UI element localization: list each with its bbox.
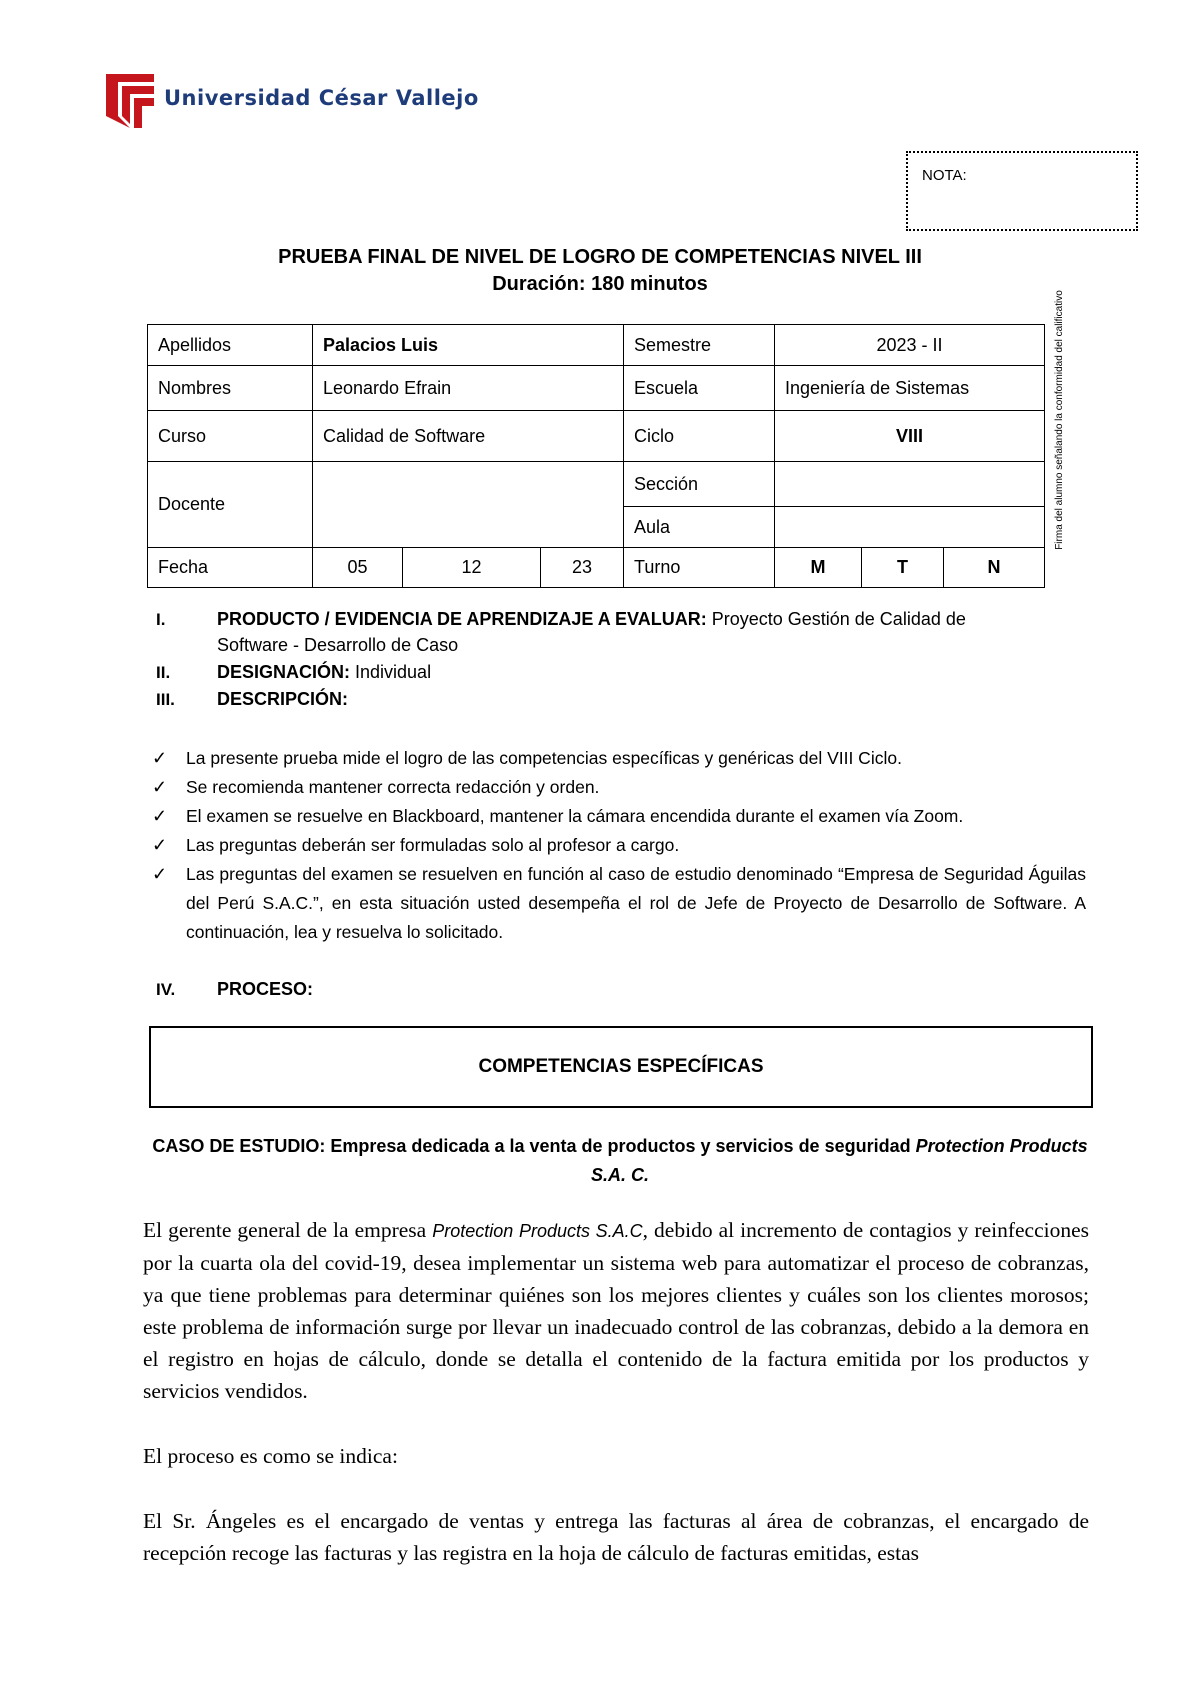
ciclo-value: VIII: [775, 411, 1045, 462]
section-2: [217, 659, 1037, 685]
checkmark-icon: ✓: [152, 806, 168, 826]
section-1-number: I.: [156, 610, 166, 629]
university-logo: [104, 72, 479, 130]
apellidos-value: Palacios Luis: [313, 325, 624, 366]
section-4-label: PROCESO:: [217, 979, 314, 999]
case-paragraph-1: [143, 1214, 1089, 1407]
section-1-label: PRODUCTO / EVIDENCIA DE APRENDIZAJE A EVALUAR:: [217, 609, 707, 629]
fecha-label: Fecha: [148, 548, 313, 588]
bullet-text: El examen se resuelve en Blackboard, mantener la cámara encendida durante el examen vía Zoom.: [186, 806, 964, 826]
section-3-number: III.: [156, 690, 175, 709]
escuela-label: Escuela: [624, 366, 775, 411]
turno-m: M: [775, 548, 862, 588]
aula-value: [775, 507, 1045, 548]
bullet-text: Las preguntas del examen se resuelven en función al caso de estudio denominado “Empresa de Seguridad Águilas del Perú S.A.C.”, en esta situación usted desempeña el rol de Jefe de Proyecto de Desarrollo de Software. A continuación, lea y resuelva lo solicitado.: [186, 864, 1086, 942]
grade-box: [906, 151, 1138, 231]
case-title-prefix: CASO DE ESTUDIO: Empresa dedicada a la venta de productos y servicios de seguridad: [152, 1136, 916, 1156]
nombres-value: Leonardo Efrain: [313, 366, 624, 411]
docente-value: [313, 462, 624, 548]
fecha-year: 23: [541, 548, 624, 588]
bullet-text: Se recomienda mantener correcta redacción y orden.: [186, 777, 600, 797]
section-2-value: Individual: [350, 662, 432, 682]
case-study-title: [150, 1132, 1090, 1190]
section-2-label: DESIGNACIÓN:: [217, 662, 351, 682]
exam-duration: Duración: 180 minutos: [492, 273, 708, 295]
aula-label: Aula: [624, 507, 775, 548]
section-1: [217, 606, 1037, 658]
checkmark-icon: ✓: [152, 748, 168, 768]
competencias-heading: COMPETENCIAS ESPECÍFICAS: [149, 1026, 1093, 1108]
checkmark-icon: ✓: [152, 864, 168, 884]
bullet-text: Las preguntas deberán ser formuladas solo al profesor a cargo.: [186, 835, 680, 855]
bullet-text: La presente prueba mide el logro de las competencias específicas y genéricas del VIII Ciclo.: [186, 748, 902, 768]
fecha-month: 12: [403, 548, 541, 588]
docente-label: Docente: [148, 462, 313, 548]
case-p1-rest: , debido al incremento de contagios y reinfecciones por la cuarta ola del covid-19, desea implementar un sistema web para automatizar el proceso de cobranzas, ya que tiene problemas para determinar quiénes son los mejores clientes y cuáles son los clientes morosos; este problema de información surge por llevar un inadecuado control de las cobranzas, debido a la demora en el registro en hojas de cálculo, donde se detalla el contenido de la factura emitida por los productos y servicios vendidos.: [143, 1218, 1090, 1403]
semestre-label: Semestre: [624, 325, 775, 366]
case-title-company: Protection Products S.A. C.: [590, 1136, 1088, 1185]
signature-note: [1040, 290, 1080, 550]
university-crest-icon: [104, 72, 156, 130]
case-p1-start: El gerente general de la empresa: [143, 1218, 433, 1242]
case-paragraph-3: El Sr. Ángeles es el encargado de ventas y entrega las facturas al área de cobranzas, el encargado de recepción recoge las facturas y las registra en la hoja de cálculo de facturas emitidas, estas: [143, 1509, 1089, 1565]
fecha-day: 05: [313, 548, 403, 588]
checkmark-icon: ✓: [152, 777, 168, 797]
semestre-value: 2023 - II: [775, 325, 1045, 366]
nombres-label: Nombres: [148, 366, 313, 411]
exam-title: PRUEBA FINAL DE NIVEL DE LOGRO DE COMPETENCIAS NIVEL III: [278, 246, 922, 268]
case-p1-company: Protection Products S.A.C: [432, 1221, 643, 1241]
seccion-label: Sección: [624, 462, 775, 507]
apellidos-label: Apellidos: [148, 325, 313, 366]
ciclo-label: Ciclo: [624, 411, 775, 462]
turno-n: N: [944, 548, 1045, 588]
section-4-number: IV.: [156, 980, 176, 999]
university-name: Universidad César Vallejo: [164, 86, 479, 110]
seccion-value: [775, 462, 1045, 507]
case-paragraph-2: El proceso es como se indica:: [143, 1444, 398, 1468]
turno-label: Turno: [624, 548, 775, 588]
signature-note-text: Firma del alumno señalando la conformidad del calificativo: [1054, 290, 1065, 550]
curso-value: Calidad de Software: [313, 411, 624, 462]
curso-label: Curso: [148, 411, 313, 462]
section-3: [217, 686, 1037, 712]
section-1-value: Proyecto Gestión de Calidad de Software - Desarrollo de Caso: [217, 609, 966, 655]
student-info-table: [147, 324, 1045, 588]
section-3-label: DESCRIPCIÓN:: [217, 689, 349, 709]
checkmark-icon: ✓: [152, 835, 168, 855]
grade-label: NOTA:: [922, 167, 967, 184]
section-4: [217, 976, 1037, 1002]
turno-t: T: [862, 548, 944, 588]
section-2-number: II.: [156, 663, 171, 682]
escuela-value: Ingeniería de Sistemas: [775, 366, 1045, 411]
